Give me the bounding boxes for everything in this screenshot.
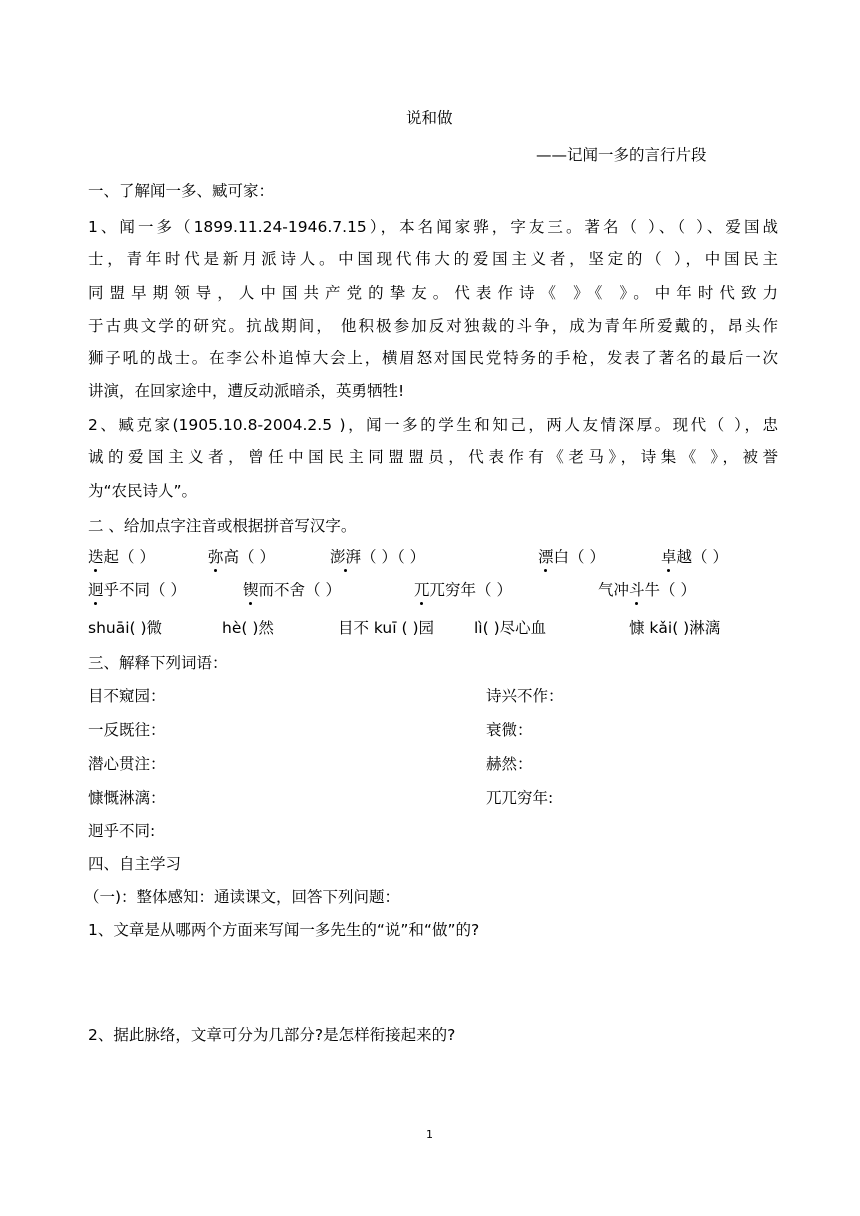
- item-text: 越（ ）: [676, 548, 728, 566]
- item-qieerbushe: [243, 580, 341, 600]
- section1-p1-line6: 讲演，在回家途中，遭反动派暗杀，英勇牺牲!: [88, 382, 405, 400]
- dotted-char: 迥: [88, 581, 104, 599]
- section4-subheading: （一)：整体感知：通读课文，回答下列问题：: [84, 888, 401, 906]
- term-label: 赫然：: [486, 755, 533, 773]
- item-text: （ ）（ ）: [361, 548, 426, 566]
- page-number: 1: [426, 1128, 433, 1141]
- section1-p1-line4: 于古典文学的研究。抗战期间， 他积极参加反对独裁的斗争，成为青年所爱戴的，昂头作: [88, 317, 778, 335]
- section1-heading: 一、了解闻一多、臧可家：: [88, 182, 275, 200]
- question-2: 2、据此脉络，文章可分为几部分?是怎样衔接起来的?: [88, 1026, 456, 1044]
- item-text: 高（ ）: [223, 548, 275, 566]
- term-label: 兀兀穷年:: [486, 789, 554, 807]
- term-label: 目不窥园：: [88, 687, 166, 705]
- section1-p1-line3: 同盟早期领导，人中国共产党的挚友。代表作诗《 》《 》。中年时代致力: [88, 284, 778, 302]
- section1-p1-line5: 狮子吼的战士。在李公朴追悼大会上，横眉怒对国民党特务的手枪，发表了著名的最后一次: [88, 349, 778, 367]
- item-qichongdouniu: [598, 580, 696, 600]
- section1-p1-line1: 1、闻一多（1899.11.24-1946.7.15），本名闻家骅，字友三。著名（ ）、（ ）、爱国战: [88, 218, 778, 236]
- item-jionghu: [88, 580, 186, 600]
- pinyin-item: 慷 kǎi( )淋漓: [629, 619, 721, 637]
- section3-heading: 三、解释下列词语：: [88, 654, 228, 672]
- item-text: 牛（ ）: [644, 581, 696, 599]
- term-row: [88, 754, 778, 774]
- section2-heading: 二 、给加点字注音或根据拼音写汉字。: [88, 517, 357, 535]
- dotted-char: 迭: [88, 548, 104, 566]
- page-subtitle: ——记闻一多的言行片段: [536, 146, 707, 164]
- dotted-char: 卓: [661, 548, 677, 566]
- term-label: 潜心贯注：: [88, 755, 166, 773]
- term-row: [88, 686, 778, 706]
- term-row: [88, 821, 778, 841]
- item-dieqi: [88, 547, 155, 567]
- term-label: 一反既往：: [88, 721, 166, 739]
- term-label: 诗兴不作：: [486, 687, 564, 705]
- item-prefix: 气冲: [598, 581, 630, 599]
- section1-p2-line1: 2、臧克家(1905.10.8-2004.2.5 )，闻一多的学生和知己，两人友情深厚。现代（ ），忠: [88, 416, 778, 434]
- item-migao: [208, 547, 275, 567]
- term-row: [88, 720, 778, 740]
- pinyin-item: 目不 kuī ( )园: [338, 619, 435, 637]
- dotted-char: 弥: [208, 548, 224, 566]
- pinyin-item: shuāi( )微: [88, 619, 163, 637]
- section1-p1-line2: 士，青年时代是新月派诗人。中国现代伟大的爱国主义者，坚定的（ ），中国民主: [88, 250, 778, 268]
- item-text: 而不舍（ ）: [258, 581, 341, 599]
- item-zhuoyue: [661, 547, 728, 567]
- pinyin-item: lì( )尽心血: [474, 619, 547, 637]
- term-row: [88, 788, 778, 808]
- section4-heading: 四、自主学习: [88, 855, 182, 873]
- item-text: 起（ ）: [103, 548, 155, 566]
- dotted-char: 斗: [629, 581, 645, 599]
- dotted-char: 澎湃: [330, 548, 362, 566]
- pinyin-item: hè( )然: [222, 619, 274, 637]
- item-text: 兀穷年（ ）: [429, 581, 512, 599]
- section1-p2-line3: 为“农民诗人”。: [88, 482, 198, 500]
- item-text: 乎不同（ ）: [103, 581, 186, 599]
- term-label: 慷慨淋漓：: [88, 789, 166, 807]
- dotted-char: 漂: [538, 548, 554, 566]
- item-text: 白（ ）: [553, 548, 605, 566]
- item-piaobai: [538, 547, 605, 567]
- page-title: 说和做: [406, 109, 453, 127]
- term-label: 迥乎不同:: [88, 822, 156, 840]
- item-pengpai: [330, 547, 425, 567]
- section1-p2-line2: 诚的爱国主义者，曾任中国民主同盟盟员，代表作有《老马》，诗集《 》，被誉: [88, 448, 778, 466]
- question-1: 1、文章是从哪两个方面来写闻一多先生的“说”和“做”的?: [88, 921, 480, 939]
- item-wuwuqiongnian: [414, 580, 512, 600]
- dotted-char: 兀: [414, 581, 430, 599]
- dotted-char: 锲: [243, 581, 259, 599]
- term-label: 衰微：: [486, 721, 533, 739]
